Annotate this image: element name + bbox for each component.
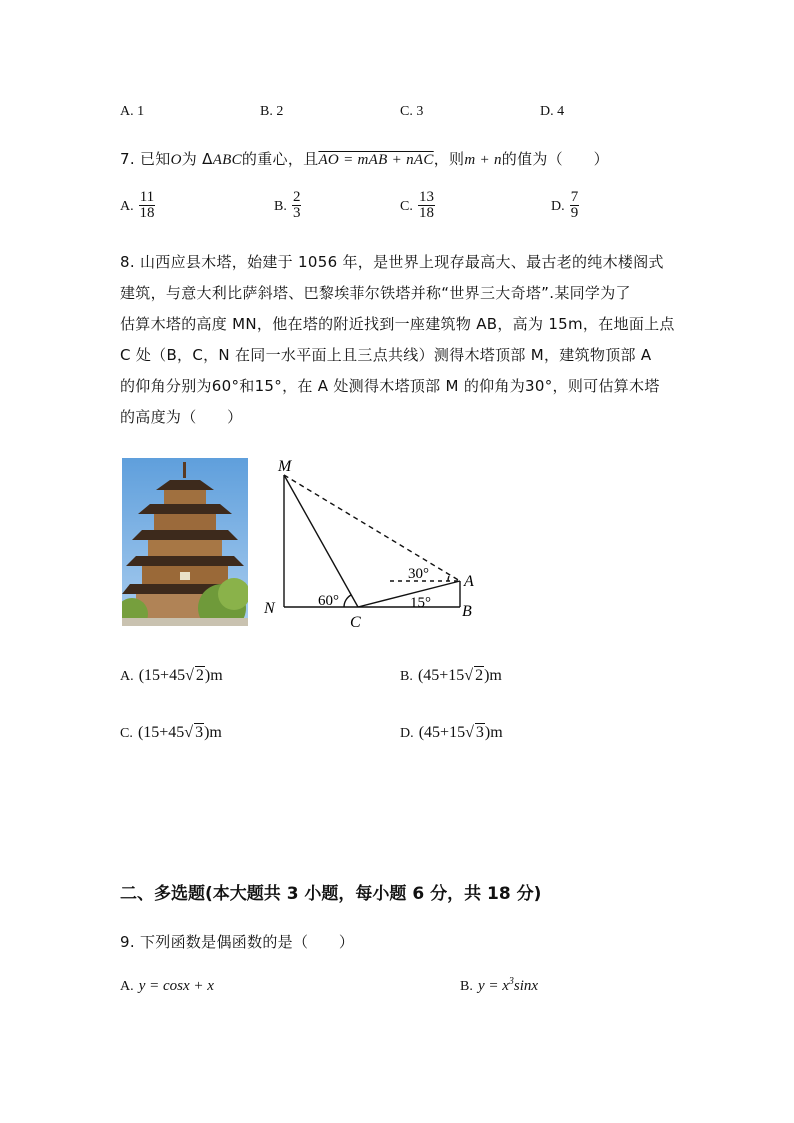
- q7-stem: 7. 已知O为 ΔABC的重心，且AO = mAB + nAC，则m + n的值为（ ）: [120, 150, 609, 168]
- q6-option-b: B. 2: [260, 104, 284, 119]
- q7-option-d: D. $\frac{7}{9}$: [551, 189, 579, 221]
- q6-option-a: A. 1: [120, 104, 145, 119]
- q7-option-a: A. $\frac{11}{18}$: [120, 189, 155, 221]
- label-c: C: [350, 614, 361, 631]
- q8-option-a: A. (15+45√ 2)m: [120, 667, 223, 684]
- label-angle-30: 30°: [408, 566, 429, 582]
- segment-mc: [284, 475, 358, 607]
- segment-ma-dashed: [284, 475, 460, 581]
- q9-option-b: B. $y = x^3\sin x$: [460, 976, 539, 994]
- label-n: N: [264, 600, 275, 617]
- q8-option-b: B. (45+15√ 2)m: [400, 667, 502, 684]
- angle-arc-60: [344, 595, 351, 607]
- q7-option-c: C. $\frac{13}{18}$: [400, 189, 434, 221]
- tower-height-diagram: [262, 455, 482, 635]
- label-angle-60: 60°: [318, 593, 339, 609]
- q6-option-d: D. 4: [540, 104, 565, 119]
- label-b: B: [462, 603, 472, 620]
- q6-option-c: C. 3: [400, 104, 424, 119]
- q8-option-d: D. (45+15√ 3)m: [400, 724, 503, 741]
- segment-ca: [358, 581, 460, 607]
- label-a: A: [464, 573, 474, 590]
- wooden-pagoda-photo: [122, 458, 248, 626]
- label-m: M: [278, 458, 292, 475]
- q8-line-6: 的高度为（ ）: [120, 408, 243, 426]
- q7-vector-equation: AO = mAB + nAC: [318, 152, 434, 168]
- label-angle-15: 15°: [410, 595, 431, 611]
- q8-option-c: C. (15+45√ 3)m: [120, 724, 222, 741]
- q8-line-3: 估算木塔的高度 MN，他在塔的附近找到一座建筑物 AB，高为 15m，在地面上点: [120, 315, 675, 333]
- q8-line-4: C 处（B，C，N 在同一水平面上且三点共线）测得木塔顶部 M，建筑物顶部 A: [120, 346, 652, 364]
- angle-arc-30: [448, 576, 449, 581]
- q8-line-2: 建筑，与意大利比萨斜塔、巴黎埃菲尔铁塔并称“世界三大奇塔”.某同学为了: [120, 284, 631, 302]
- q8-line-1: 8. 山西应县木塔，始建于 1056 年，是世界上现存最高大、最古老的纯木楼阁式: [120, 253, 664, 271]
- q7-option-b: B. $\frac{2}{3}$: [274, 189, 301, 221]
- section-2-heading: 二、多选题(本大题共 3 小题，每小题 6 分，共 18 分): [120, 884, 542, 904]
- q9-option-a: A. y = cosx + x: [120, 978, 214, 994]
- q9-stem: 9. 下列函数是偶函数的是（ ）: [120, 933, 355, 951]
- q8-line-5: 的仰角分别为60°和15°，在 A 处测得木塔顶部 M 的仰角为30°，则可估算木塔: [120, 377, 660, 395]
